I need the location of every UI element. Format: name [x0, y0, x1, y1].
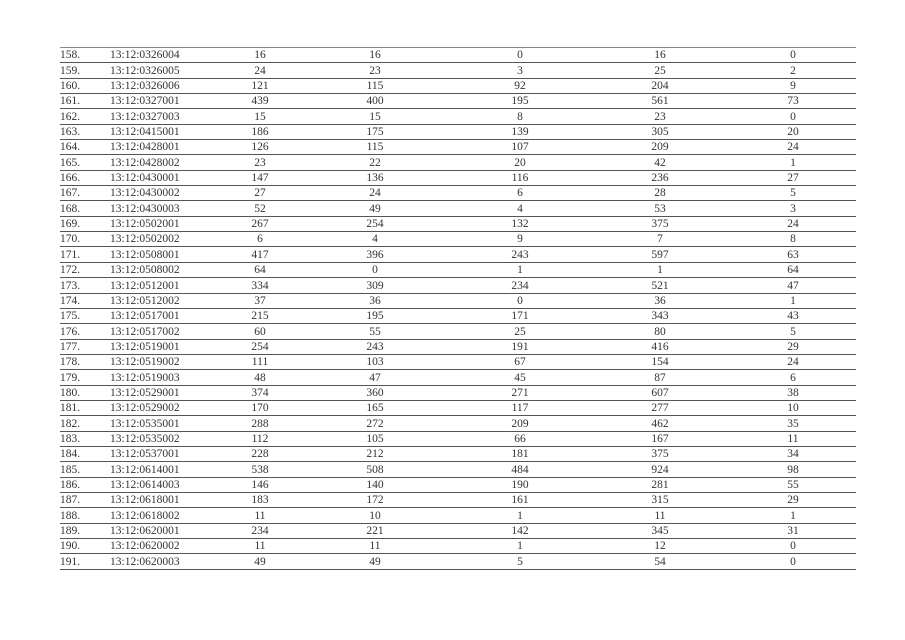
value-col-4: 204 — [590, 78, 730, 93]
value-col-1: 267 — [220, 216, 300, 231]
value-col-3: 209 — [450, 416, 590, 431]
row-number: 178. — [60, 354, 110, 369]
table-row — [60, 539, 856, 554]
value-col-4: 315 — [590, 492, 730, 507]
cadastral-code: 13:12:0620003 — [110, 554, 220, 569]
value-col-3: 66 — [450, 431, 590, 446]
cadastral-code: 13:12:0512002 — [110, 293, 220, 308]
value-col-4: 607 — [590, 385, 730, 400]
value-col-2: 140 — [300, 477, 450, 492]
table-row — [60, 492, 856, 507]
row-number: 191. — [60, 554, 110, 569]
value-col-3: 190 — [450, 477, 590, 492]
cadastral-code: 13:12:0502001 — [110, 216, 220, 231]
value-col-5: 11 — [730, 431, 856, 446]
row-number: 162. — [60, 109, 110, 124]
cadastral-code: 13:12:0519002 — [110, 354, 220, 369]
table-row — [60, 170, 856, 185]
value-col-2: 49 — [300, 554, 450, 569]
value-col-5: 35 — [730, 416, 856, 431]
row-number: 166. — [60, 170, 110, 185]
table-row — [60, 216, 856, 231]
value-col-2: 272 — [300, 416, 450, 431]
value-col-1: 186 — [220, 124, 300, 139]
value-col-4: 277 — [590, 400, 730, 415]
table-row — [60, 94, 856, 109]
row-number: 190. — [60, 539, 110, 554]
cadastral-code: 13:12:0614003 — [110, 477, 220, 492]
row-number: 159. — [60, 63, 110, 78]
value-col-1: 254 — [220, 339, 300, 354]
value-col-1: 147 — [220, 170, 300, 185]
cadastral-code: 13:12:0517001 — [110, 308, 220, 323]
value-col-1: 146 — [220, 477, 300, 492]
value-col-1: 121 — [220, 78, 300, 93]
row-number: 161. — [60, 94, 110, 109]
value-col-5: 0 — [730, 109, 856, 124]
value-col-5: 47 — [730, 278, 856, 293]
table-row — [60, 523, 856, 538]
value-col-2: 115 — [300, 140, 450, 155]
data-table — [60, 47, 856, 570]
table-row — [60, 140, 856, 155]
table-row — [60, 446, 856, 461]
table-row — [60, 293, 856, 308]
value-col-2: 4 — [300, 232, 450, 247]
value-col-1: 112 — [220, 431, 300, 446]
table-row — [60, 232, 856, 247]
value-col-5: 27 — [730, 170, 856, 185]
value-col-5: 0 — [730, 539, 856, 554]
value-col-3: 116 — [450, 170, 590, 185]
value-col-4: 345 — [590, 523, 730, 538]
value-col-1: 48 — [220, 370, 300, 385]
value-col-3: 117 — [450, 400, 590, 415]
value-col-5: 20 — [730, 124, 856, 139]
cadastral-code: 13:12:0537001 — [110, 446, 220, 461]
value-col-5: 38 — [730, 385, 856, 400]
value-col-3: 6 — [450, 186, 590, 201]
value-col-3: 181 — [450, 446, 590, 461]
value-col-3: 234 — [450, 278, 590, 293]
value-col-4: 11 — [590, 508, 730, 523]
value-col-3: 45 — [450, 370, 590, 385]
cadastral-code: 13:12:0517002 — [110, 324, 220, 339]
value-col-1: 6 — [220, 232, 300, 247]
value-col-2: 55 — [300, 324, 450, 339]
value-col-2: 165 — [300, 400, 450, 415]
value-col-4: 924 — [590, 462, 730, 477]
value-col-5: 5 — [730, 186, 856, 201]
value-col-5: 0 — [730, 48, 856, 63]
value-col-4: 281 — [590, 477, 730, 492]
value-col-4: 7 — [590, 232, 730, 247]
table-row — [60, 477, 856, 492]
value-col-2: 243 — [300, 339, 450, 354]
value-col-2: 105 — [300, 431, 450, 446]
value-col-1: 183 — [220, 492, 300, 507]
row-number: 187. — [60, 492, 110, 507]
value-col-2: 10 — [300, 508, 450, 523]
cadastral-code: 13:12:0508001 — [110, 247, 220, 262]
table-row — [60, 247, 856, 262]
value-col-4: 54 — [590, 554, 730, 569]
value-col-4: 80 — [590, 324, 730, 339]
value-col-1: 37 — [220, 293, 300, 308]
value-col-5: 0 — [730, 554, 856, 569]
value-col-2: 36 — [300, 293, 450, 308]
cadastral-code: 13:12:0430002 — [110, 186, 220, 201]
table-row — [60, 354, 856, 369]
value-col-1: 60 — [220, 324, 300, 339]
value-col-1: 11 — [220, 508, 300, 523]
value-col-4: 87 — [590, 370, 730, 385]
value-col-4: 561 — [590, 94, 730, 109]
cadastral-code: 13:12:0535001 — [110, 416, 220, 431]
value-col-2: 22 — [300, 155, 450, 170]
value-col-2: 16 — [300, 48, 450, 63]
row-number: 185. — [60, 462, 110, 477]
value-col-3: 1 — [450, 539, 590, 554]
value-col-4: 462 — [590, 416, 730, 431]
value-col-5: 6 — [730, 370, 856, 385]
cadastral-code: 13:12:0614001 — [110, 462, 220, 477]
table-row — [60, 262, 856, 277]
value-col-5: 24 — [730, 140, 856, 155]
value-col-3: 67 — [450, 354, 590, 369]
row-number: 183. — [60, 431, 110, 446]
row-number: 175. — [60, 308, 110, 323]
value-col-2: 0 — [300, 262, 450, 277]
row-number: 160. — [60, 78, 110, 93]
value-col-2: 309 — [300, 278, 450, 293]
row-number: 165. — [60, 155, 110, 170]
value-col-3: 271 — [450, 385, 590, 400]
value-col-1: 439 — [220, 94, 300, 109]
value-col-2: 23 — [300, 63, 450, 78]
value-col-4: 209 — [590, 140, 730, 155]
value-col-4: 12 — [590, 539, 730, 554]
value-col-4: 16 — [590, 48, 730, 63]
cadastral-code: 13:12:0502002 — [110, 232, 220, 247]
cadastral-code: 13:12:0620002 — [110, 539, 220, 554]
value-col-3: 9 — [450, 232, 590, 247]
value-col-2: 175 — [300, 124, 450, 139]
row-number: 186. — [60, 477, 110, 492]
cadastral-code: 13:12:0428001 — [110, 140, 220, 155]
row-number: 164. — [60, 140, 110, 155]
value-col-2: 115 — [300, 78, 450, 93]
table-row — [60, 400, 856, 415]
value-col-5: 34 — [730, 446, 856, 461]
row-number: 188. — [60, 508, 110, 523]
value-col-3: 92 — [450, 78, 590, 93]
table-row — [60, 462, 856, 477]
table-row — [60, 385, 856, 400]
row-number: 180. — [60, 385, 110, 400]
cadastral-code: 13:12:0428002 — [110, 155, 220, 170]
value-col-1: 334 — [220, 278, 300, 293]
value-col-2: 254 — [300, 216, 450, 231]
value-col-3: 132 — [450, 216, 590, 231]
value-col-5: 64 — [730, 262, 856, 277]
cadastral-code: 13:12:0529002 — [110, 400, 220, 415]
table-row — [60, 339, 856, 354]
value-col-1: 11 — [220, 539, 300, 554]
row-number: 179. — [60, 370, 110, 385]
row-number: 176. — [60, 324, 110, 339]
table-row — [60, 186, 856, 201]
value-col-5: 2 — [730, 63, 856, 78]
table-row — [60, 278, 856, 293]
cadastral-code: 13:12:0620001 — [110, 523, 220, 538]
value-col-5: 3 — [730, 201, 856, 216]
value-col-3: 171 — [450, 308, 590, 323]
table-row — [60, 63, 856, 78]
value-col-1: 234 — [220, 523, 300, 538]
value-col-5: 24 — [730, 216, 856, 231]
value-col-2: 212 — [300, 446, 450, 461]
table-row — [60, 109, 856, 124]
value-col-2: 11 — [300, 539, 450, 554]
row-number: 168. — [60, 201, 110, 216]
cadastral-code: 13:12:0508002 — [110, 262, 220, 277]
row-number: 181. — [60, 400, 110, 415]
value-col-4: 236 — [590, 170, 730, 185]
value-col-4: 154 — [590, 354, 730, 369]
row-number: 158. — [60, 48, 110, 63]
table-row — [60, 201, 856, 216]
value-col-2: 195 — [300, 308, 450, 323]
table-row — [60, 308, 856, 323]
table-row — [60, 431, 856, 446]
row-number: 172. — [60, 262, 110, 277]
cadastral-code: 13:12:0529001 — [110, 385, 220, 400]
value-col-2: 360 — [300, 385, 450, 400]
value-col-2: 508 — [300, 462, 450, 477]
value-col-1: 15 — [220, 109, 300, 124]
cadastral-code: 13:12:0618002 — [110, 508, 220, 523]
table-row — [60, 554, 856, 569]
value-col-3: 25 — [450, 324, 590, 339]
table-body — [60, 48, 856, 570]
value-col-3: 1 — [450, 508, 590, 523]
value-col-3: 195 — [450, 94, 590, 109]
table-row — [60, 78, 856, 93]
value-col-4: 343 — [590, 308, 730, 323]
cadastral-code: 13:12:0535002 — [110, 431, 220, 446]
row-number: 170. — [60, 232, 110, 247]
value-col-5: 31 — [730, 523, 856, 538]
value-col-2: 136 — [300, 170, 450, 185]
value-col-1: 16 — [220, 48, 300, 63]
cadastral-code: 13:12:0430001 — [110, 170, 220, 185]
value-col-4: 375 — [590, 216, 730, 231]
row-number: 182. — [60, 416, 110, 431]
value-col-1: 27 — [220, 186, 300, 201]
value-col-1: 49 — [220, 554, 300, 569]
value-col-5: 1 — [730, 508, 856, 523]
value-col-4: 25 — [590, 63, 730, 78]
value-col-3: 243 — [450, 247, 590, 262]
value-col-5: 10 — [730, 400, 856, 415]
value-col-5: 55 — [730, 477, 856, 492]
row-number: 169. — [60, 216, 110, 231]
value-col-5: 73 — [730, 94, 856, 109]
value-col-5: 63 — [730, 247, 856, 262]
value-col-2: 49 — [300, 201, 450, 216]
value-col-4: 23 — [590, 109, 730, 124]
cadastral-code: 13:12:0415001 — [110, 124, 220, 139]
value-col-1: 374 — [220, 385, 300, 400]
value-col-3: 8 — [450, 109, 590, 124]
value-col-4: 521 — [590, 278, 730, 293]
table-row — [60, 48, 856, 63]
cadastral-code: 13:12:0519001 — [110, 339, 220, 354]
value-col-3: 142 — [450, 523, 590, 538]
value-col-5: 43 — [730, 308, 856, 323]
value-col-1: 538 — [220, 462, 300, 477]
value-col-4: 597 — [590, 247, 730, 262]
value-col-2: 221 — [300, 523, 450, 538]
value-col-3: 4 — [450, 201, 590, 216]
value-col-1: 23 — [220, 155, 300, 170]
table-row — [60, 508, 856, 523]
table-row — [60, 155, 856, 170]
value-col-5: 98 — [730, 462, 856, 477]
value-col-5: 29 — [730, 492, 856, 507]
value-col-1: 417 — [220, 247, 300, 262]
value-col-2: 396 — [300, 247, 450, 262]
value-col-3: 0 — [450, 293, 590, 308]
value-col-3: 1 — [450, 262, 590, 277]
value-col-5: 29 — [730, 339, 856, 354]
row-number: 177. — [60, 339, 110, 354]
value-col-4: 28 — [590, 186, 730, 201]
value-col-5: 24 — [730, 354, 856, 369]
row-number: 171. — [60, 247, 110, 262]
value-col-2: 15 — [300, 109, 450, 124]
row-number: 174. — [60, 293, 110, 308]
value-col-3: 191 — [450, 339, 590, 354]
value-col-3: 3 — [450, 63, 590, 78]
value-col-2: 172 — [300, 492, 450, 507]
value-col-1: 64 — [220, 262, 300, 277]
row-number: 163. — [60, 124, 110, 139]
cadastral-code: 13:12:0326006 — [110, 78, 220, 93]
value-col-2: 47 — [300, 370, 450, 385]
value-col-4: 416 — [590, 339, 730, 354]
value-col-5: 5 — [730, 324, 856, 339]
table-row — [60, 324, 856, 339]
row-number: 184. — [60, 446, 110, 461]
row-number: 167. — [60, 186, 110, 201]
value-col-1: 228 — [220, 446, 300, 461]
value-col-4: 42 — [590, 155, 730, 170]
value-col-5: 1 — [730, 293, 856, 308]
value-col-1: 52 — [220, 201, 300, 216]
cadastral-code: 13:12:0326004 — [110, 48, 220, 63]
value-col-2: 103 — [300, 354, 450, 369]
value-col-5: 1 — [730, 155, 856, 170]
cadastral-code: 13:12:0519003 — [110, 370, 220, 385]
value-col-3: 484 — [450, 462, 590, 477]
value-col-3: 20 — [450, 155, 590, 170]
value-col-3: 161 — [450, 492, 590, 507]
table-row — [60, 416, 856, 431]
value-col-1: 24 — [220, 63, 300, 78]
cadastral-code: 13:12:0327001 — [110, 94, 220, 109]
value-col-1: 170 — [220, 400, 300, 415]
value-col-4: 305 — [590, 124, 730, 139]
value-col-3: 139 — [450, 124, 590, 139]
value-col-3: 107 — [450, 140, 590, 155]
value-col-1: 111 — [220, 354, 300, 369]
value-col-1: 215 — [220, 308, 300, 323]
cadastral-code: 13:12:0430003 — [110, 201, 220, 216]
table-row — [60, 124, 856, 139]
cadastral-code: 13:12:0326005 — [110, 63, 220, 78]
value-col-4: 1 — [590, 262, 730, 277]
value-col-1: 288 — [220, 416, 300, 431]
cadastral-code: 13:12:0512001 — [110, 278, 220, 293]
value-col-5: 8 — [730, 232, 856, 247]
row-number: 173. — [60, 278, 110, 293]
value-col-3: 0 — [450, 48, 590, 63]
value-col-1: 126 — [220, 140, 300, 155]
value-col-2: 400 — [300, 94, 450, 109]
value-col-5: 9 — [730, 78, 856, 93]
value-col-3: 5 — [450, 554, 590, 569]
row-number: 189. — [60, 523, 110, 538]
value-col-4: 167 — [590, 431, 730, 446]
cadastral-code: 13:12:0618001 — [110, 492, 220, 507]
value-col-4: 375 — [590, 446, 730, 461]
table-row — [60, 370, 856, 385]
value-col-2: 24 — [300, 186, 450, 201]
cadastral-code: 13:12:0327003 — [110, 109, 220, 124]
value-col-4: 53 — [590, 201, 730, 216]
value-col-4: 36 — [590, 293, 730, 308]
